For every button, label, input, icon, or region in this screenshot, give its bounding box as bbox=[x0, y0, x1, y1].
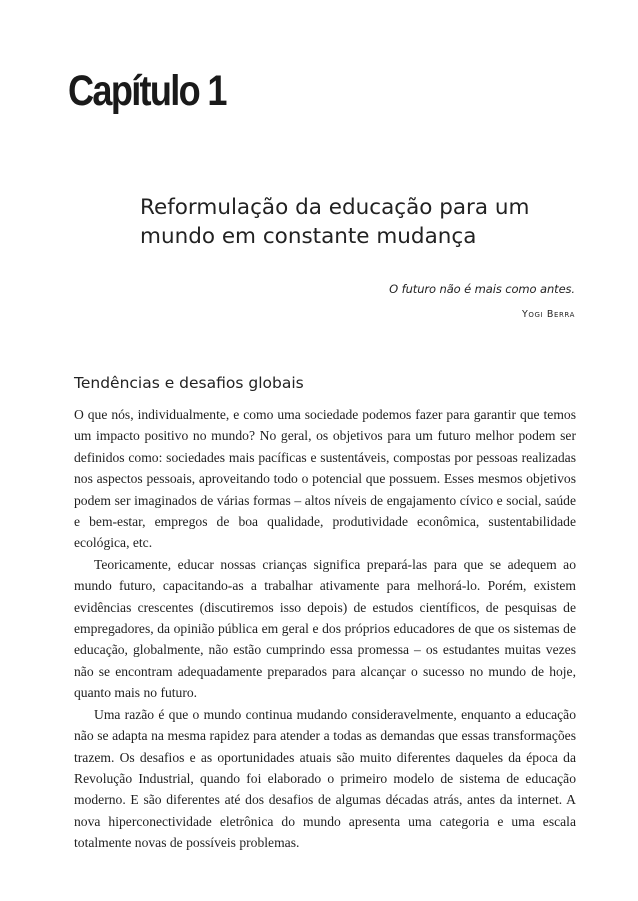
chapter-subtitle: Reformulação da educação para um mundo em constante mudança bbox=[140, 195, 530, 249]
chapter-title: Capítulo 1 bbox=[68, 67, 226, 115]
epigraph bbox=[389, 282, 575, 320]
epigraph-quote: O futuro não é mais como antes. bbox=[389, 282, 575, 296]
body-text bbox=[74, 404, 576, 854]
epigraph-author: Yogi Berra bbox=[522, 309, 575, 320]
paragraph: Uma razão é que o mundo continua mudando consideravelmente, enquanto a educação não se adapta na mesma rapidez para atender a todas as demandas que essas transformações trazem. Os desafios e as oportunidades atuais são muito diferentes daqueles da época da Revolução Industrial, quando foi elaborado o primeiro modelo de sistema de educação moderno. E são diferentes até dos desafios de algumas décadas atrás, antes da internet. A nova hiperconectividade eletrônica do mundo apresenta uma categoria e uma escala totalmente novas de possíveis problemas. bbox=[74, 706, 576, 851]
paragraph: Teoricamente, educar nossas crianças significa prepará-las para que se adequem ao mundo futuro, capacitando-as a trabalhar ativamente para melhorá-lo. Porém, existem evidências crescentes (discutiremos isso depois) de estudos científicos, de pesquisas de empregadores, da opinião pública em geral e dos próprios educadores de que os sistemas de educação, globalmente, não estão cumprindo essa promessa – os estudantes muitas vezes não se encontram adequadamente preparados para alcançar o sucesso no mundo de hoje, quanto mais no futuro. bbox=[74, 556, 576, 701]
section-heading: Tendências e desafios globais bbox=[74, 374, 304, 392]
paragraph: O que nós, individualmente, e como uma sociedade podemos fazer para garantir que temos um impacto positivo no mundo? No geral, os objetivos para um futuro melhor podem ser definidos como: sociedades mais pacíficas e sustentáveis, compostas por pessoas realizadas nos aspectos pessoais, aproveitando todo o potencial que possuem. Esses mesmos objetivos podem ser imaginados de várias formas – altos níveis de engajamento cívico e social, saúde e bem-estar, empregos de boa qualidade, produtividade econômica, sustentabilidade ecológica, etc. bbox=[74, 407, 576, 551]
